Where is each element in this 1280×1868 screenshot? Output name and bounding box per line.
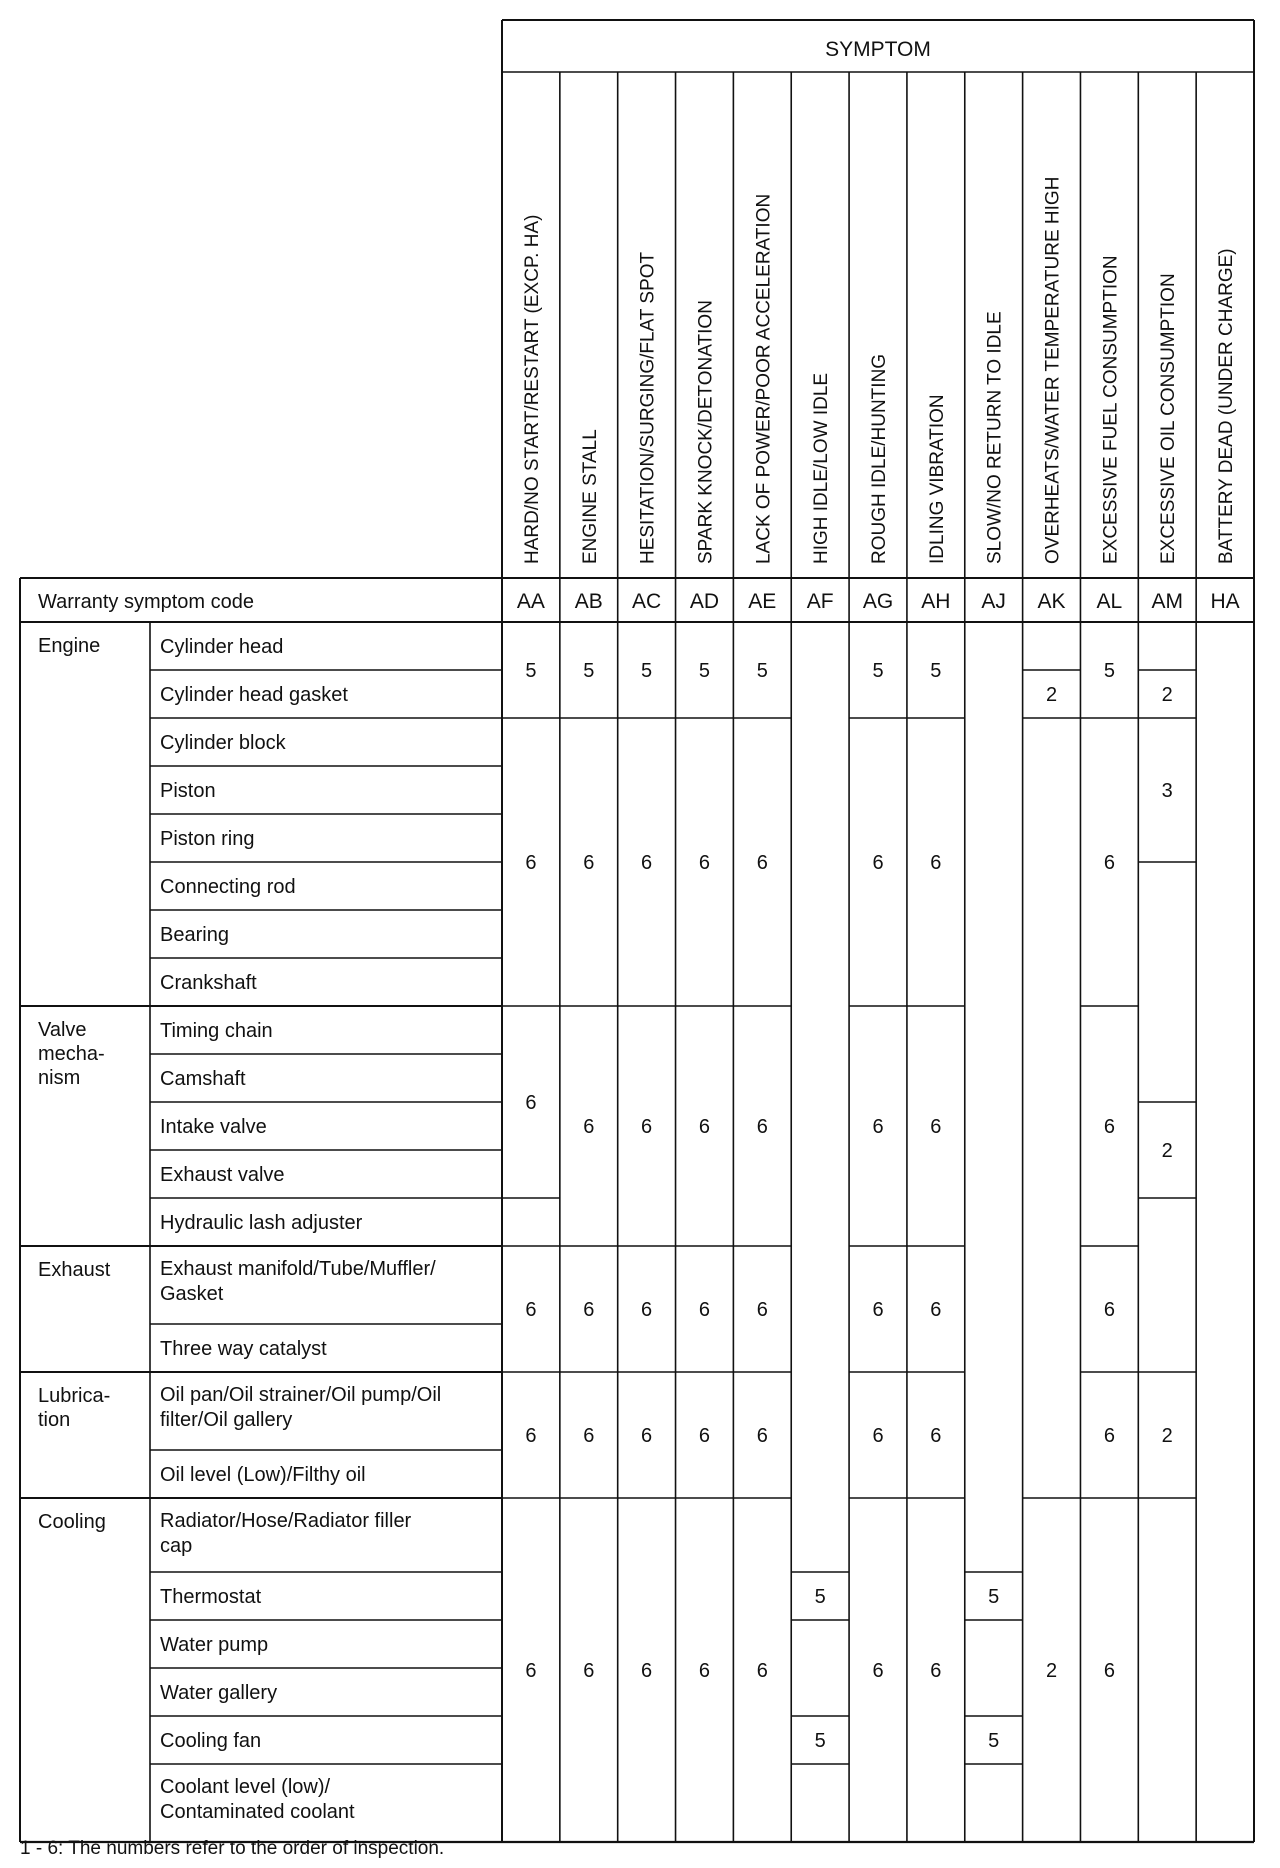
part-label: Timing chain	[160, 1020, 273, 1042]
part-label: Intake valve	[160, 1116, 267, 1138]
inspection-order-value: 6	[641, 1660, 653, 1682]
symptom-code: AM	[1151, 590, 1183, 613]
inspection-order-value: 6	[698, 852, 711, 874]
symptom-code: AL	[1096, 590, 1123, 613]
inspection-order-value: 3	[1161, 780, 1173, 802]
inspection-order-value: 6	[525, 1299, 537, 1321]
inspection-order-value: 6	[525, 1092, 537, 1114]
part-label: Oil level (Low)/Filthy oil	[160, 1464, 366, 1486]
column-name: EXCESSIVE FUEL CONSUMPTION	[1100, 255, 1122, 564]
part-label: Cylinder block	[160, 732, 286, 754]
inspection-order-value: 6	[525, 1660, 537, 1682]
column-name: SLOW/NO RETURN TO IDLE	[984, 311, 1006, 564]
inspection-order-value: 6	[756, 1299, 768, 1321]
symptom-code: HA	[1210, 590, 1240, 613]
part-label: Contaminated coolant	[160, 1801, 355, 1823]
column-name: HESITATION/SURGING/FLAT SPOT	[637, 251, 659, 564]
inspection-order-value: 6	[872, 1425, 884, 1447]
inspection-order-value: 5	[698, 660, 711, 682]
inspection-order-value: 6	[641, 1425, 653, 1447]
inspection-order-value: 6	[930, 1116, 942, 1138]
inspection-order-value: 6	[1103, 1116, 1115, 1138]
inspection-order-value: 6	[930, 1660, 942, 1682]
inspection-order-value: 6	[872, 1299, 884, 1321]
part-label: Cooling fan	[160, 1730, 262, 1752]
inspection-order-value: 6	[698, 1425, 711, 1447]
symptom-code: AB	[574, 590, 603, 613]
part-label: Hydraulic lash adjuster	[160, 1212, 363, 1234]
part-label: Cylinder head gasket	[160, 684, 348, 706]
inspection-order-value: 6	[1103, 1425, 1115, 1447]
symptom-code: AJ	[981, 590, 1006, 613]
inspection-order-value: 2	[1045, 684, 1058, 706]
inspection-order-value: 6	[872, 1116, 884, 1138]
inspection-order-value: 6	[872, 852, 884, 874]
part-label: Three way catalyst	[160, 1338, 327, 1360]
part-label: Oil pan/Oil strainer/Oil pump/Oil	[160, 1384, 442, 1406]
symptom-code: AA	[516, 590, 545, 613]
column-name: LACK OF POWER/POOR ACCELERATION	[753, 193, 775, 564]
inspection-order-value: 6	[698, 1660, 711, 1682]
column-name: ENGINE STALL	[579, 429, 601, 564]
part-label: Exhaust manifold/Tube/Muffler/	[160, 1258, 436, 1280]
part-label: Piston ring	[160, 828, 255, 850]
group-label: Valve	[38, 1019, 87, 1041]
inspection-order-value: 6	[1103, 1299, 1115, 1321]
inspection-order-value: 6	[756, 1425, 768, 1447]
part-label: filter/Oil gallery	[160, 1409, 293, 1431]
part-label: Water pump	[160, 1634, 269, 1656]
part-label: Thermostat	[160, 1586, 262, 1608]
group-label: Cooling	[38, 1511, 106, 1533]
part-label: Camshaft	[160, 1068, 246, 1090]
inspection-order-value: 2	[1161, 1140, 1173, 1162]
symptom-code: AH	[921, 590, 951, 613]
column-name: SPARK KNOCK/DETONATION	[695, 300, 717, 564]
footnote: 1 - 6: The numbers refer to the order of inspection.	[20, 1838, 445, 1859]
part-label: Bearing	[160, 924, 229, 946]
inspection-order-value: 6	[872, 1660, 884, 1682]
inspection-order-value: 5	[525, 660, 537, 682]
symptom-header: SYMPTOM	[825, 38, 931, 61]
inspection-order-value: 6	[698, 1116, 711, 1138]
inspection-order-value: 6	[641, 852, 653, 874]
symptom-code: AC	[632, 590, 662, 613]
inspection-order-value: 5	[756, 660, 768, 682]
column-name: OVERHEATS/WATER TEMPERATURE HIGH	[1042, 176, 1064, 564]
inspection-order-value: 6	[583, 1116, 595, 1138]
column-name: IDLING VIBRATION	[926, 394, 948, 564]
group-label: nism	[38, 1067, 81, 1089]
part-label: Cylinder head	[160, 636, 284, 658]
inspection-order-value: 5	[930, 660, 942, 682]
group-label: Lubrica-	[38, 1385, 111, 1407]
symptom-code: AD	[689, 590, 720, 613]
inspection-order-value: 5	[988, 1586, 1000, 1608]
inspection-order-value: 6	[525, 1425, 537, 1447]
inspection-order-value: 6	[930, 1425, 942, 1447]
inspection-order-value: 6	[756, 852, 768, 874]
column-name: HARD/NO START/RESTART (EXCP. HA)	[521, 214, 543, 564]
group-label: mecha-	[38, 1043, 105, 1065]
part-label: cap	[160, 1535, 193, 1557]
inspection-order-value: 5	[583, 660, 595, 682]
column-name: ROUGH IDLE/HUNTING	[869, 353, 890, 564]
inspection-order-value: 6	[583, 852, 595, 874]
column-name: HIGH IDLE/LOW IDLE	[811, 372, 833, 564]
inspection-order-value: 6	[930, 852, 942, 874]
group-label: tion	[38, 1409, 71, 1431]
inspection-order-value: 6	[583, 1660, 595, 1682]
inspection-order-value: 5	[641, 660, 653, 682]
inspection-order-value: 6	[525, 852, 537, 874]
inspection-order-value: 5	[814, 1730, 826, 1752]
group-label: Exhaust	[38, 1259, 111, 1281]
inspection-order-value: 5	[814, 1586, 826, 1608]
symptom-code: AE	[748, 590, 777, 613]
inspection-order-value: 5	[872, 660, 884, 682]
symptom-code: AF	[806, 590, 834, 613]
inspection-order-value: 6	[756, 1116, 768, 1138]
part-label: Crankshaft	[160, 972, 257, 994]
part-label: Radiator/Hose/Radiator filler	[160, 1510, 412, 1532]
group-label: Engine	[38, 635, 101, 657]
inspection-order-value: 2	[1161, 1425, 1173, 1447]
warranty-symptom-code-label: Warranty symptom code	[38, 591, 254, 613]
symptom-code: AK	[1037, 590, 1066, 613]
inspection-order-value: 2	[1161, 684, 1173, 706]
part-label: Exhaust valve	[160, 1164, 285, 1186]
part-label: Water gallery	[160, 1682, 278, 1704]
column-name: BATTERY DEAD (UNDER CHARGE)	[1216, 248, 1238, 564]
part-label: Connecting rod	[160, 876, 296, 898]
inspection-order-value: 6	[1103, 852, 1115, 874]
column-name: EXCESSIVE OIL CONSUMPTION	[1158, 273, 1180, 564]
part-label: Gasket	[160, 1283, 224, 1305]
inspection-order-value: 6	[641, 1299, 653, 1321]
inspection-order-value: 6	[641, 1116, 653, 1138]
inspection-order-value: 6	[930, 1299, 942, 1321]
part-label: Coolant level (low)/	[160, 1776, 331, 1798]
inspection-order-value: 5	[1103, 660, 1115, 682]
inspection-order-value: 6	[698, 1299, 711, 1321]
symptom-code: AG	[862, 590, 894, 613]
inspection-order-value: 6	[756, 1660, 768, 1682]
inspection-order-value: 6	[1103, 1660, 1115, 1682]
inspection-order-value: 6	[583, 1425, 595, 1447]
inspection-order-value: 5	[988, 1730, 1000, 1752]
part-label: Piston	[160, 780, 216, 802]
inspection-order-value: 6	[583, 1299, 595, 1321]
inspection-order-value: 2	[1045, 1660, 1058, 1682]
